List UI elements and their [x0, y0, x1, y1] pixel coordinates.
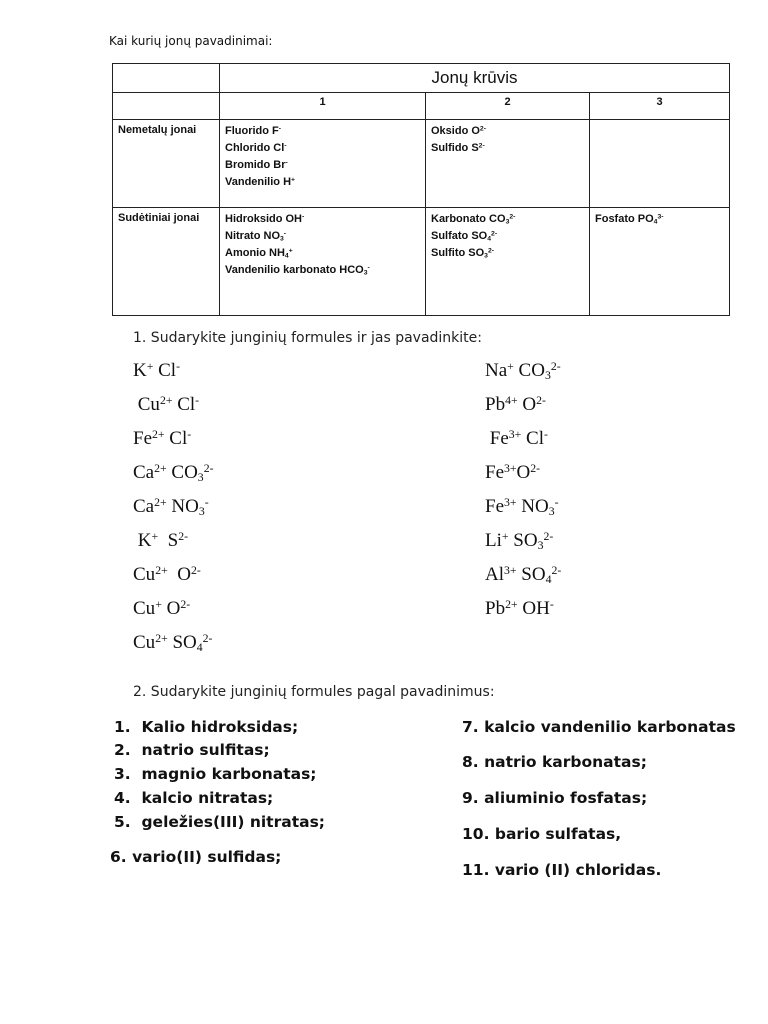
task-item: 9. aliuminio fosfatas;: [462, 789, 648, 807]
ion-entry: Bromido Br-: [225, 159, 288, 171]
row-label-compound-ions: Sudėtiniai jonai: [113, 208, 220, 316]
charge-header-2: 2: [426, 93, 590, 120]
ion-pair-formula: $Ca^{2+}$ $CO_3^{2-}$: [133, 462, 214, 484]
charge-header-3: 3: [590, 93, 730, 120]
ion-entry: Vandenilio H+: [225, 176, 295, 188]
task-item: 1. Kalio hidroksidas;: [114, 718, 299, 736]
question-1-title: 1. Sudarykite junginių formules ir jas pavadinkite:: [133, 330, 482, 346]
ion-pair-formula: K+ Cl-: [133, 360, 180, 381]
ion-pair-formula: $Fe^{3+}O^{2-}$: [485, 462, 541, 483]
ion-entry: Hidroksido OH-: [225, 213, 305, 225]
ion-charge-table: [112, 63, 730, 316]
task-item: 6. vario(II) sulfidas;: [110, 848, 282, 866]
ion-pair-formula: $Pb^{2+}$ OH-: [485, 598, 554, 619]
ion-pair-formula: Li+ $SO_3^{2-}$: [485, 530, 554, 552]
ion-cell: [220, 208, 426, 316]
task-item: 3. magnio karbonatas;: [114, 765, 317, 783]
task-item: 11. vario (II) chloridas.: [462, 861, 662, 879]
ion-pair-formula: $Al^{3+}$ $SO_4^{2-}$: [485, 564, 562, 586]
ion-entry: Amonio $NH_4^+$: [225, 247, 293, 260]
ion-cell: [590, 208, 730, 316]
table-corner-cell: [113, 93, 220, 120]
charge-header-1: 1: [220, 93, 426, 120]
ion-entry: Vandenilio karbonato $HCO_3^-$: [225, 264, 370, 277]
task-item: 10. bario sulfatas,: [462, 825, 622, 843]
ion-entry: Fluorido F-: [225, 125, 282, 137]
ion-pair-formula: $Fe^{2+}$ Cl-: [133, 428, 192, 449]
page-heading: Kai kurių jonų pavadinimai:: [109, 34, 273, 48]
ion-pair-formula: $Cu^{2+}$ $O^{2-}$: [133, 564, 201, 585]
ion-entry: Sulfato $SO_4^{2-}$: [431, 230, 498, 243]
ion-entry: Chlorido Cl-: [225, 142, 287, 154]
ion-pair-formula: $Pb^{4+}$ $O^{2-}$: [485, 394, 546, 415]
task-item: 2. natrio sulfitas;: [114, 741, 270, 759]
ion-entry: Nitrato $NO_3^-$: [225, 230, 287, 243]
task-item: 4. kalcio nitratas;: [114, 789, 274, 807]
question-2-title: 2. Sudarykite junginių formules pagal pavadinimus:: [133, 684, 495, 700]
ion-entry: Karbonato $CO_3^{2-}$: [431, 213, 516, 226]
ion-cell: [590, 120, 730, 208]
ion-pair-formula: $Ca^{2+}$ $NO_3^-$: [133, 496, 209, 518]
ion-entry: Sulfido $S^{2-}$: [431, 142, 485, 154]
ion-entry: Oksido $O^{2-}$: [431, 125, 486, 137]
task-item: 7. kalcio vandenilio karbonatas: [462, 718, 736, 736]
ion-pair-formula: Cu+ $O^{2-}$: [133, 598, 191, 619]
ion-pair-formula: $Fe^{3+}$ $NO_3^-$: [485, 496, 559, 518]
ion-cell: [426, 120, 590, 208]
task-item: 8. natrio karbonatas;: [462, 753, 647, 771]
ion-pair-formula: $Cu^{2+}$ Cl-: [133, 394, 200, 415]
ion-cell: [426, 208, 590, 316]
ion-cell: [220, 120, 426, 208]
task-item: 5. geležies(III) nitratas;: [114, 813, 325, 831]
ion-pair-formula: $Fe^{3+}$ Cl-: [485, 428, 548, 449]
ion-entry: Sulfito $SO_3^{2-}$: [431, 247, 495, 260]
ion-pair-formula: K+ $S^{2-}$: [133, 530, 189, 551]
table-corner-cell: [113, 64, 220, 93]
table-title: Jonų krūvis: [220, 64, 730, 93]
row-label-nonmetal-ions: Nemetalų jonai: [113, 120, 220, 208]
ion-pair-formula: $Cu^{2+}$ $SO_4^{2-}$: [133, 632, 213, 654]
ion-pair-formula: Na+ $CO_3^{2-}$: [485, 360, 561, 382]
ion-entry: Fosfato $PO_4^{3-}$: [595, 213, 664, 226]
